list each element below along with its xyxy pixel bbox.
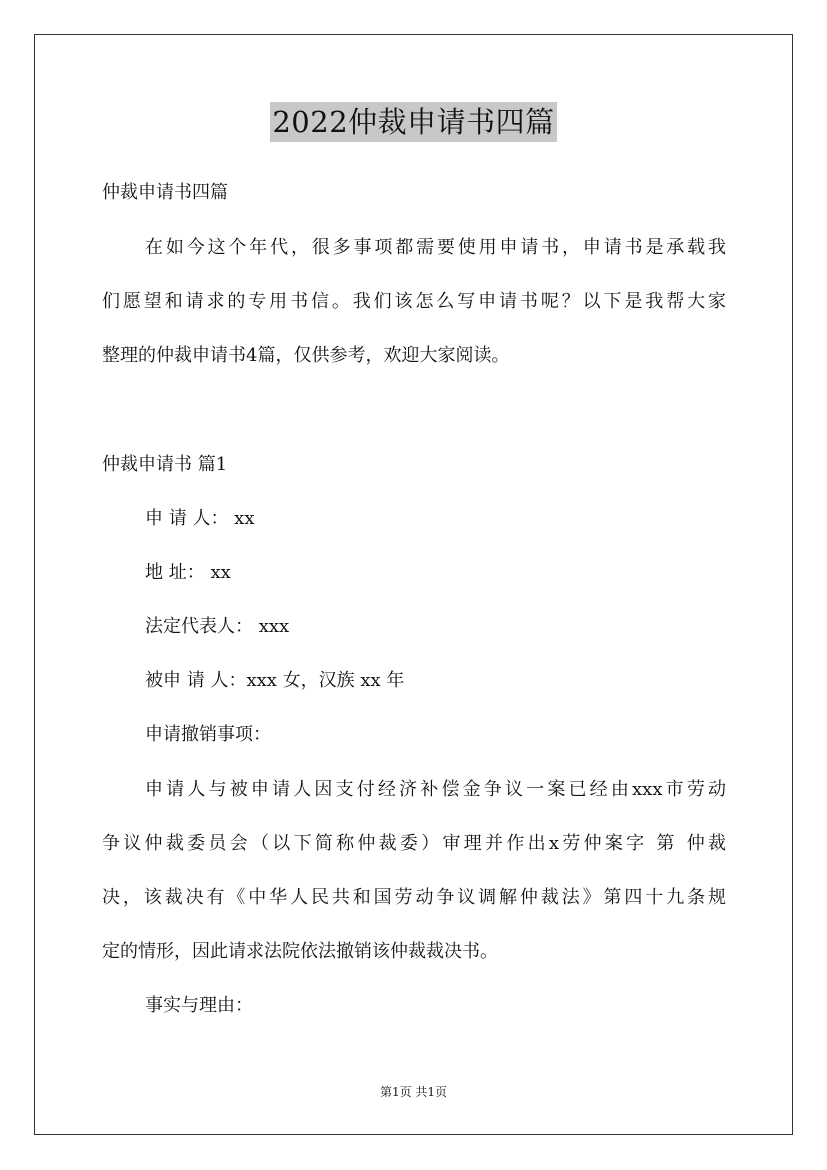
intro-line-3: 整理的仲裁申请书4篇，仅供参考，欢迎大家阅读。 xyxy=(102,345,510,366)
revoke-line-3: 决，该裁决有《中华人民共和国劳动争议调解仲裁法》第四十九条规 xyxy=(102,887,726,908)
revoke-line-4: 定的情形，因此请求法院依法撤销该仲裁裁决书。 xyxy=(102,941,498,962)
document-title xyxy=(0,102,827,142)
intro-line-2: 们愿望和请求的专用书信。我们该怎么写申请书呢？以下是我帮大家 xyxy=(102,291,726,312)
address-field: 地 址： xx xyxy=(145,562,231,583)
facts-heading: 事实与理由： xyxy=(145,995,253,1016)
applicant-field: 申 请 人： xx xyxy=(145,508,255,529)
legal-rep-field: 法定代表人： xxx xyxy=(145,616,290,637)
document-title-text: 2022仲裁申请书四篇 xyxy=(270,102,556,142)
revoke-line-2: 争议仲裁委员会（以下简称仲裁委）审理并作出x劳仲案字 第 仲裁 xyxy=(102,833,726,854)
page-number-footer: 第1页 共1页 xyxy=(379,1085,448,1099)
subtitle: 仲裁申请书四篇 xyxy=(102,182,228,203)
intro-line-1: 在如今这个年代，很多事项都需要使用申请书，申请书是承载我 xyxy=(145,237,726,258)
revoke-line-1: 申请人与被申请人因支付经济补偿金争议一案已经由xxx市劳动 xyxy=(145,779,726,800)
section-heading: 仲裁申请书 篇1 xyxy=(102,454,228,475)
revoke-heading: 申请撤销事项： xyxy=(145,724,271,745)
respondent-field: 被申 请 人：xxx 女，汉族 xx 年 xyxy=(145,670,405,691)
